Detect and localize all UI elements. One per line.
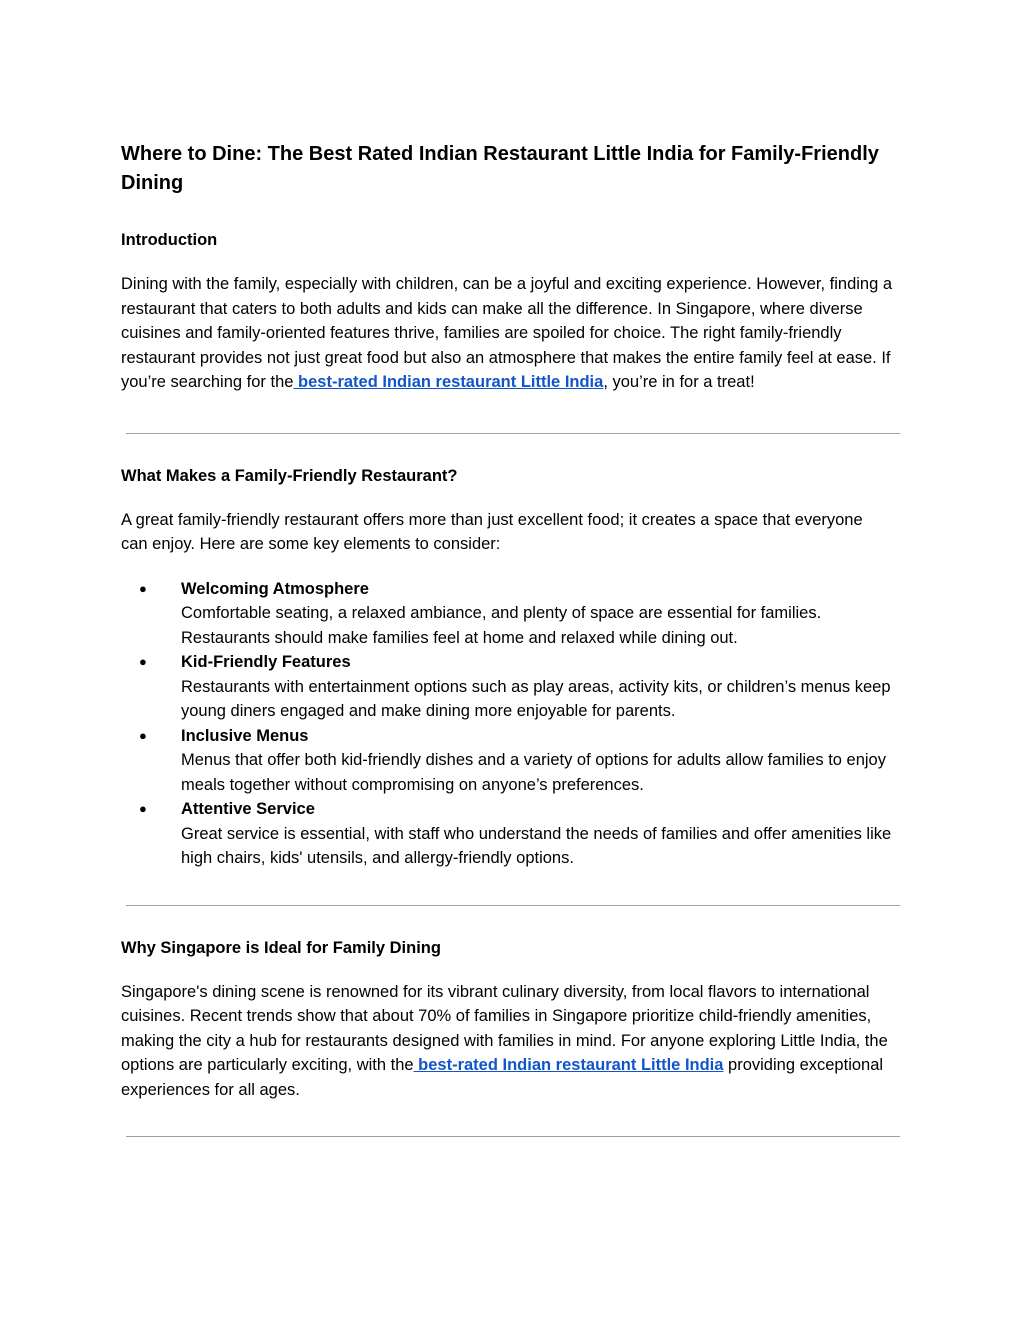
intro-text: Dining with the family, especially with children, can be a joyful and exciting experience. However, finding a restaurant that caters to both adults and kids can make all the difference. In Singapore, where diverse cuisines and family-oriented features thrive, families are spoiled for choice. The right family-friendly restaurant provides not just great food but also an atmosphere that makes the entire family feel at ease. If you’re searching for the [121, 275, 893, 391]
section2-paragraph [121, 980, 911, 1103]
list-item-title: Welcoming Atmosphere [181, 579, 369, 598]
section2-link[interactable]: best-rated Indian restaurant Little India [413, 1056, 724, 1074]
list-item-desc: Comfortable seating, a relaxed ambiance, and plenty of space are essential for families. Restaurants should make families feel at home and relaxed while dining out. [181, 604, 822, 647]
section1-paragraph: A great family-friendly restaurant offers more than just excellent food; it creates a space that everyone can enjoy. Here are some key elements to consider: [121, 510, 863, 553]
list-item [121, 797, 911, 871]
bullet-icon: ● [139, 654, 147, 669]
list-item [121, 724, 911, 798]
intro-paragraph [121, 272, 896, 395]
list-item [121, 650, 911, 724]
intro-link[interactable]: best-rated Indian restaurant Little India [293, 373, 604, 391]
page-title: Where to Dine: The Best Rated Indian Restaurant Little India for Family-Friendly Dining [121, 143, 879, 194]
section2-text-end: providing exceptional experiences for all ages. [121, 1056, 884, 1099]
list-item [121, 577, 911, 651]
list-item-desc: Great service is essential, with staff who understand the needs of families and offer amenities like high chairs, kids' utensils, and allergy-friendly options. [181, 824, 892, 867]
bullet-icon: ● [139, 727, 147, 743]
section2-heading: Why Singapore is Ideal for Family Dining [121, 938, 441, 957]
list-item-desc: Restaurants with entertainment options such as play areas, activity kits, or children’s menus keep young diners engaged and make dining more enjoyable for parents. [181, 677, 891, 720]
list-item-title: Inclusive Menus [181, 726, 309, 745]
intro-text-end: , you’re in for a treat! [603, 373, 755, 391]
section1-heading: What Makes a Family-Friendly Restaurant? [121, 466, 458, 485]
list-item-title: Kid-Friendly Features [181, 653, 351, 671]
section2-text: Singapore's dining scene is renowned for its vibrant culinary diversity, from local flavors to international cuisines. Recent trends show that about 70% of families in Singapore prioritize child-friendly amenities, making the city a hub for restaurants designed with families in mind. For anyone exploring Little India, the options are particularly exciting, with the [121, 982, 888, 1074]
bullet-icon: ● [139, 580, 147, 596]
bullet-icon: ● [139, 801, 147, 816]
list-item-desc: Menus that offer both kid-friendly dishes and a variety of options for adults allow families to enjoy meals together without compromising on anyone’s preferences. [181, 751, 886, 794]
divider [126, 1136, 900, 1137]
intro-heading: Introduction [121, 231, 218, 249]
feature-list [121, 577, 911, 871]
document-page [121, 140, 911, 1137]
list-item-title: Attentive Service [181, 800, 315, 818]
